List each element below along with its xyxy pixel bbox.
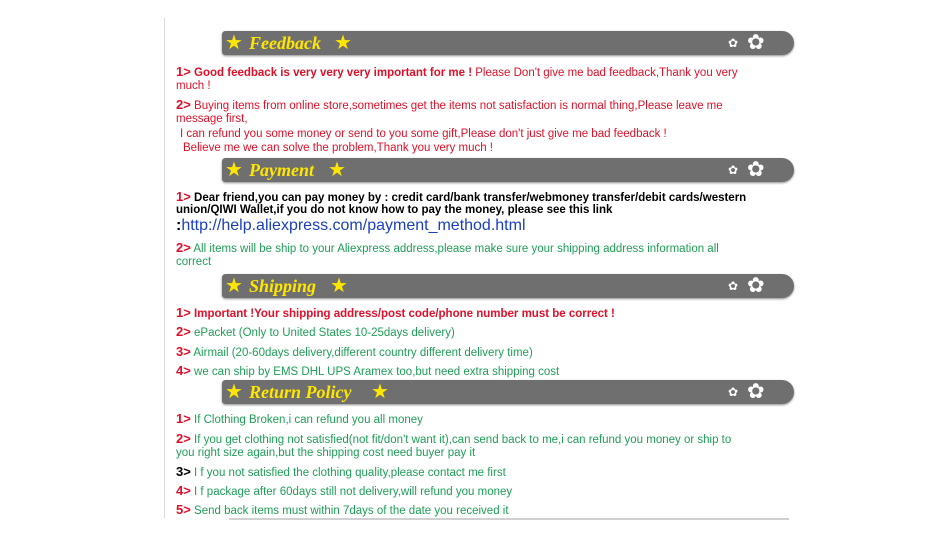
payment-item-2: 2> All items will be ship to your Aliexpress address,please make sure your shipping address information all xyxy=(176,240,719,255)
payment-link[interactable]: http://help.aliexpress.com/payment_method.html xyxy=(181,217,526,234)
star-icon: ★ xyxy=(371,381,389,403)
shipping-title: Shipping xyxy=(249,276,317,296)
payment-link-row: :http://help.aliexpress.com/payment_method.html xyxy=(176,217,526,234)
shipping-banner xyxy=(222,274,794,298)
shipping-item-3: 3> Airmail (20-60days delivery,different country different delivery time) xyxy=(176,344,533,359)
return-policy-banner xyxy=(222,380,794,404)
return-policy-title: Return Policy xyxy=(249,382,352,402)
flower-icon: ✿ xyxy=(747,158,765,181)
feedback-title: Feedback xyxy=(249,33,321,53)
payment-item-1-cont: union/QIWI Wallet,if you do not know how to pay the money, please see this link xyxy=(176,204,613,216)
flower-icon: ✿ xyxy=(728,163,739,177)
flower-icon: ✿ xyxy=(728,385,739,399)
bottom-divider xyxy=(229,518,789,520)
flower-icon: ✿ xyxy=(747,31,765,54)
shipping-item-1: 1> Important !Your shipping address/post code/phone number must be correct ! xyxy=(176,305,615,320)
payment-title: Payment xyxy=(249,160,314,180)
return-item-3: 3> I f you not satisfied the clothing quality,please contact me first xyxy=(176,464,506,479)
feedback-item-2-cont: message first, xyxy=(176,113,248,125)
feedback-extra-2: Believe me we can solve the problem,Thank you very much ! xyxy=(183,142,494,154)
flower-icon: ✿ xyxy=(747,274,765,297)
feedback-banner xyxy=(222,31,794,55)
return-item-1: 1> If Clothing Broken,i can refund you all money xyxy=(176,411,423,426)
payment-item-1: 1> Dear friend,you can pay money by : credit card/bank transfer/webmoney transfer/debit cards/western xyxy=(176,189,747,204)
return-item-2-cont: you right size again,but the shipping cost need buyer pay it xyxy=(176,447,476,459)
feedback-item-1: 1> Good feedback is very very very important for me ! Please Don't give me bad feedback,Thank you very xyxy=(176,64,738,79)
payment-item-2-cont: correct xyxy=(176,256,212,268)
shipping-item-4: 4> we can ship by EMS DHL UPS Aramex too,but need extra shipping cost xyxy=(176,363,560,378)
star-icon: ★ xyxy=(225,275,243,297)
feedback-item-1-cont: much ! xyxy=(176,80,211,92)
return-item-2: 2> If you get clothing not satisfied(not fit/don't want it),can send back to me,i can refund you money or ship to xyxy=(176,431,732,446)
star-icon: ★ xyxy=(225,159,243,181)
payment-banner xyxy=(222,158,794,182)
feedback-extra-1: I can refund you some money or send to you some gift,Please don't just give me bad feedback ! xyxy=(180,128,667,140)
star-icon: ★ xyxy=(225,32,243,54)
star-icon: ★ xyxy=(225,381,243,403)
feedback-item-2: 2> Buying items from online store,sometimes get the items not satisfaction is normal thing,Please leave me xyxy=(176,97,723,112)
shipping-item-2: 2> ePacket (Only to United States 10-25days delivery) xyxy=(176,324,455,339)
flower-icon: ✿ xyxy=(728,279,739,293)
star-icon: ★ xyxy=(328,159,346,181)
return-item-4: 4> I f package after 60days still not delivery,will refund you money xyxy=(176,483,513,498)
flower-icon: ✿ xyxy=(728,36,739,50)
flower-icon: ✿ xyxy=(747,380,765,403)
star-icon: ★ xyxy=(330,275,348,297)
return-item-5: 5> Send back items must within 7days of the date you received it xyxy=(176,502,509,517)
star-icon: ★ xyxy=(334,32,352,54)
